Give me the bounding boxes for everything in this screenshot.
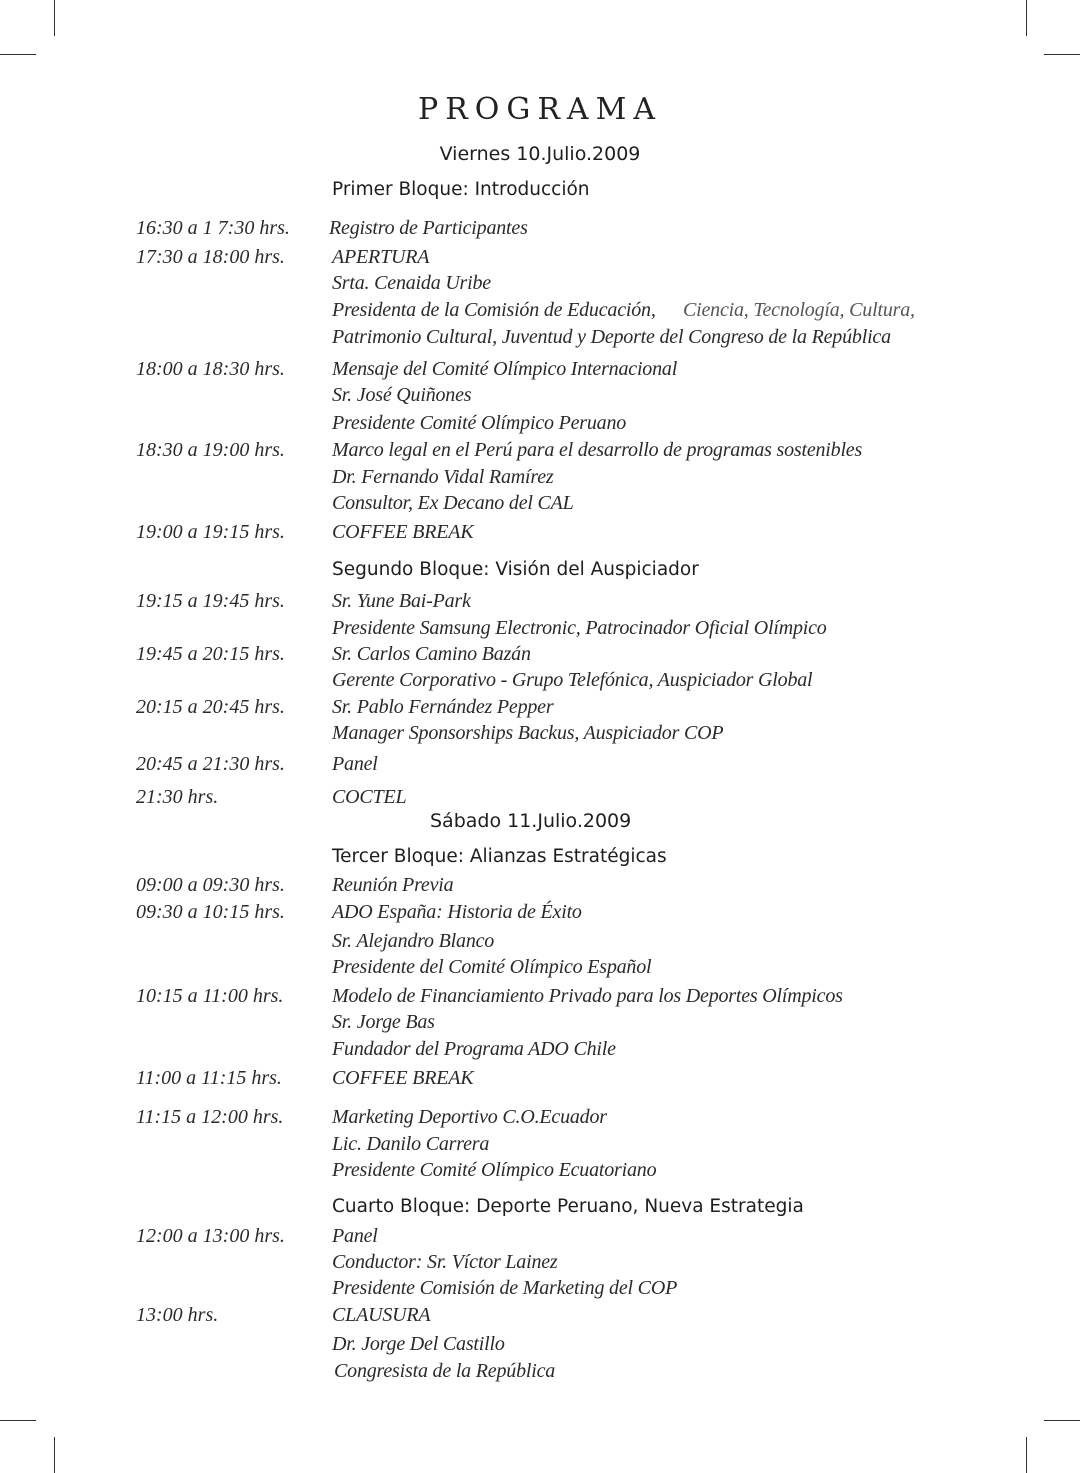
entry-time: 20:15 a 20:45 hrs.	[136, 696, 285, 718]
entry-line: Panel	[332, 1225, 378, 1247]
entry-time: 13:00 hrs.	[136, 1304, 219, 1326]
entry-line: Sr. Alejandro Blanco	[332, 930, 495, 952]
entry-line: Dr. Fernando Vidal Ramírez	[332, 466, 554, 488]
entry-time: 18:00 a 18:30 hrs.	[136, 358, 285, 380]
entry-line: Presidente Comité Olímpico Ecuatoriano	[332, 1159, 657, 1181]
entry-line: Registro de Participantes	[329, 217, 528, 239]
crop-mark-br-h	[1044, 1420, 1080, 1421]
entry-time: 18:30 a 19:00 hrs.	[136, 439, 285, 461]
entry-line: Reunión Previa	[332, 874, 454, 896]
entry-line: Conductor: Sr. Víctor Lainez	[332, 1251, 558, 1273]
entry-time: 12:00 a 13:00 hrs.	[136, 1225, 285, 1247]
crop-mark-tl-v	[54, 0, 55, 36]
entry-line: Sr. Carlos Camino Bazán	[332, 643, 531, 665]
entry-line: COFFEE BREAK	[332, 521, 474, 543]
day-heading-friday: Viernes 10.Julio.2009	[439, 143, 641, 165]
entry-time: 19:00 a 19:15 hrs.	[136, 521, 285, 543]
entry-line: Marco legal en el Perú para el desarrollo de programas sostenibles	[332, 439, 863, 461]
entry-line: Gerente Corporativo - Grupo Telefónica, Auspiciador Global	[332, 669, 813, 691]
entry-line: Sr. Pablo Fernández Pepper	[332, 696, 554, 718]
entry-line: Presidenta de la Comisión de Educación,	[332, 299, 656, 321]
entry-line: Ciencia, Tecnología, Cultura,	[683, 299, 915, 321]
block-heading-4: Cuarto Bloque: Deporte Peruano, Nueva Estrategia	[332, 1196, 804, 1217]
entry-line: Sr. José Quiñones	[332, 384, 472, 406]
entry-line: Consultor, Ex Decano del CAL	[332, 492, 574, 514]
entry-line: Sr. Yune Bai-Park	[332, 590, 471, 612]
entry-line: CLAUSURA	[332, 1304, 431, 1326]
entry-line: Modelo de Financiamiento Privado para los Deportes Olímpicos	[332, 985, 843, 1007]
entry-line: Presidente Samsung Electronic, Patrocinador Oficial Olímpico	[332, 617, 827, 639]
crop-mark-tl-h	[0, 54, 36, 55]
block-heading-3: Tercer Bloque: Alianzas Estratégicas	[332, 846, 667, 867]
entry-line: Srta. Cenaida Uribe	[332, 272, 491, 294]
entry-line: COFFEE BREAK	[332, 1067, 474, 1089]
crop-mark-tr-v	[1026, 0, 1027, 36]
entry-time: 11:00 a 11:15 hrs.	[136, 1067, 282, 1089]
entry-time: 09:30 a 10:15 hrs.	[136, 901, 285, 923]
crop-mark-bl-v	[54, 1437, 55, 1473]
entry-time: 19:15 a 19:45 hrs.	[136, 590, 285, 612]
crop-mark-tr-h	[1044, 54, 1080, 55]
entry-line: ADO España: Historia de Éxito	[332, 901, 582, 923]
entry-line: Marketing Deportivo C.O.Ecuador	[332, 1106, 607, 1128]
entry-line: Panel	[332, 753, 378, 775]
entry-line: Fundador del Programa ADO Chile	[332, 1038, 616, 1060]
entry-line: Presidente del Comité Olímpico Español	[332, 956, 652, 978]
entry-line: APERTURA	[332, 246, 430, 268]
crop-mark-bl-h	[0, 1420, 36, 1421]
entry-line: Presidente Comité Olímpico Peruano	[332, 412, 627, 434]
entry-line: Patrimonio Cultural, Juventud y Deporte del Congreso de la República	[332, 326, 891, 348]
entry-time: 19:45 a 20:15 hrs.	[136, 643, 285, 665]
block-heading-2: Segundo Bloque: Visión del Auspiciador	[332, 559, 699, 580]
entry-line: Presidente Comisión de Marketing del COP	[332, 1277, 678, 1299]
entry-time: 10:15 a 11:00 hrs.	[136, 985, 284, 1007]
entry-line: COCTEL	[332, 786, 407, 808]
entry-time: 16:30 a 1 7:30 hrs.	[136, 217, 290, 239]
page-title: PROGRAMA	[418, 92, 662, 127]
entry-time: 21:30 hrs.	[136, 786, 219, 808]
entry-line: Lic. Danilo Carrera	[332, 1133, 490, 1155]
entry-time: 20:45 a 21:30 hrs.	[136, 753, 285, 775]
crop-mark-br-v	[1026, 1437, 1027, 1473]
entry-line: Congresista de la República	[334, 1360, 556, 1382]
entry-line: Sr. Jorge Bas	[332, 1011, 435, 1033]
entry-line: Manager Sponsorships Backus, Auspiciador COP	[332, 722, 724, 744]
entry-line: Dr. Jorge Del Castillo	[332, 1333, 505, 1355]
entry-time: 17:30 a 18:00 hrs.	[136, 246, 285, 268]
entry-time: 11:15 a 12:00 hrs.	[136, 1106, 284, 1128]
block-heading-1: Primer Bloque: Introducción	[332, 179, 590, 200]
entry-line: Mensaje del Comité Olímpico Internacional	[332, 358, 678, 380]
day-heading-saturday: Sábado 11.Julio.2009	[430, 810, 632, 832]
entry-time: 09:00 a 09:30 hrs.	[136, 874, 285, 896]
